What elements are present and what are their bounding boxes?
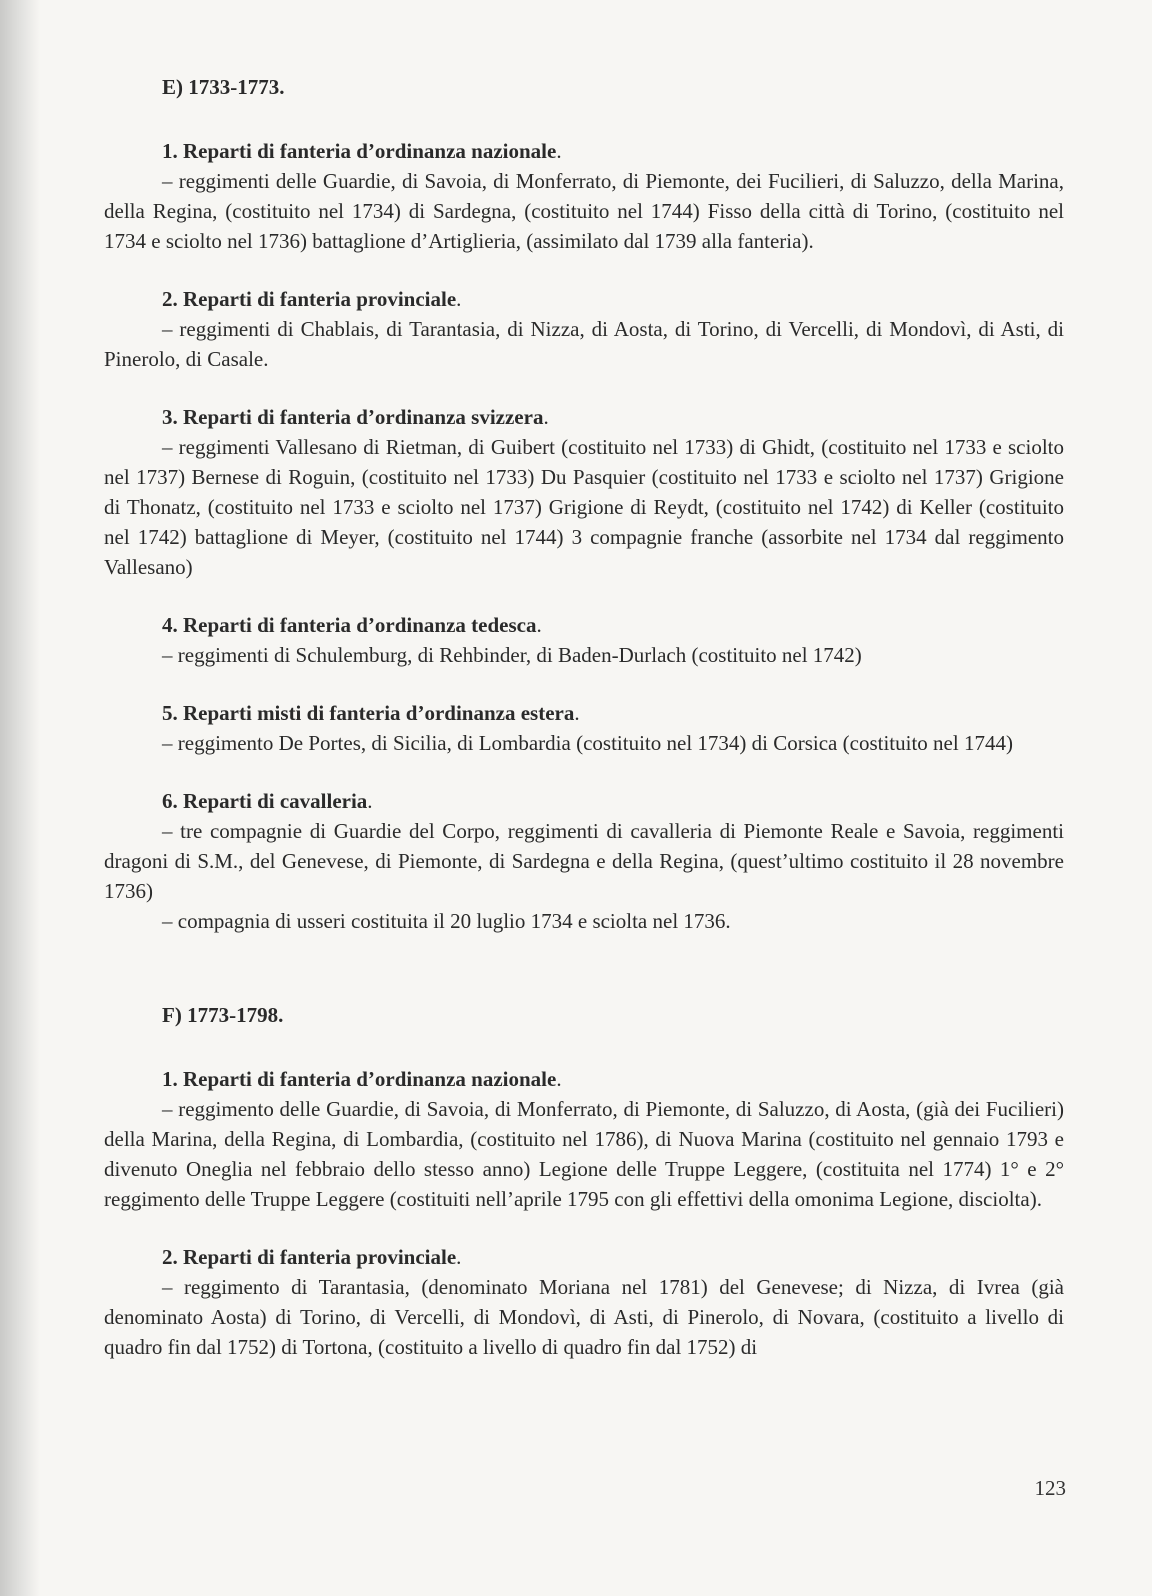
subsection [104,698,1064,758]
paragraph: – reggimento di Tarantasia, (denominato Moriana nel 1781) del Genevese; di Nizza, di Ivrea (già denominato Aosta) di Torino, di Vercelli, di Mondovì, di Asti, di Pinerolo, di Novara, (costituito a livello di quadro fin dal 1752) di Tortona, (costituito a livello di quadro fin dal 1752) di [104,1275,1064,1359]
subsection [104,610,1064,670]
subsection-heading: 1. Reparti di fanteria d’ordinanza nazionale. [162,1067,562,1091]
paragraph: – reggimento delle Guardie, di Savoia, di Monferrato, di Piemonte, di Saluzzo, di Aosta, (già dei Fucilieri) della Marina, della Regina, di Lombardia, (costituito nel 1786), di Nuova Marina (costituito nel gennaio 1793 e divenuto Oneglia nel febbraio dello stesso anno) Legione delle Truppe Leggere, (costituita nel 1774) 1° e 2° reggimento delle Truppe Leggere (costituiti nell’aprile 1795 con gli effettivi della omonima Legione, disciolta). [104,1097,1064,1211]
paragraph: – reggimenti delle Guardie, di Savoia, di Monferrato, di Piemonte, dei Fucilieri, di Saluzzo, della Marina, della Regina, (costituito nel 1734) di Sardegna, (costituito nel 1744) Fisso della città di Torino, (costituito nel 1734 e sciolto nel 1736) battaglione d’Artiglieria, (assimilato dal 1739 alla fanteria). [104,169,1064,253]
subsection-heading: 2. Reparti di fanteria provinciale. [162,287,462,311]
subsection-heading: 1. Reparti di fanteria d’ordinanza nazionale. [162,139,562,163]
paragraph: – tre compagnie di Guardie del Corpo, reggimenti di cavalleria di Piemonte Reale e Savoia, reggimenti dragoni di S.M., del Genevese, di Piemonte, di Sardegna e della Regina, (quest’ultimo costituito il 28 novembre 1736) [104,819,1064,903]
subsection-heading: 4. Reparti di fanteria d’ordinanza tedesca. [162,613,542,637]
subsection [104,1064,1064,1214]
page-body [104,72,1064,1390]
subsection [104,402,1064,582]
binding-shadow [0,0,40,1596]
paragraph: – reggimenti di Schulemburg, di Rehbinder, di Baden-Durlach (costituito nel 1742) [162,643,862,667]
subsection [104,1242,1064,1362]
subsection [104,284,1064,374]
section-e [104,72,1064,936]
paragraph: – reggimento De Portes, di Sicilia, di Lombardia (costituito nel 1734) di Corsica (costituito nel 1744) [162,731,1013,755]
paragraph: – compagnia di usseri costituita il 20 luglio 1734 e sciolta nel 1736. [162,909,731,933]
section-heading: E) 1733-1773. [162,75,285,99]
subsection-heading: 6. Reparti di cavalleria. [162,789,373,813]
subsection-heading: 3. Reparti di fanteria d’ordinanza svizzera. [162,405,549,429]
paragraph: – reggimenti di Chablais, di Tarantasia, di Nizza, di Aosta, di Torino, di Vercelli, di Mondovì, di Asti, di Pinerolo, di Casale. [104,317,1064,371]
paragraph: – reggimenti Vallesano di Rietman, di Guibert (costituito nel 1733) di Ghidt, (costituito nel 1733 e sciolto nel 1737) Bernese di Roguin, (costituito nel 1733) Du Pasquier (costituito nel 1733 e sciolto nel 1737) Grigione di Thonatz, (costituito nel 1733 e sciolto nel 1737) Grigione di Reydt, (costituito nel 1742) di Keller (costituito nel 1742) battaglione di Meyer, (costituito nel 1744) 3 compagnie franche (assorbite nel 1734 dal reggimento Vallesano) [104,435,1064,579]
section-heading: F) 1773-1798. [162,1003,284,1027]
subsection [104,136,1064,256]
subsection-heading: 5. Reparti misti di fanteria d’ordinanza estera. [162,701,580,725]
page-number: 123 [1034,1476,1066,1500]
subsection [104,786,1064,936]
section-f [104,1000,1064,1362]
subsection-heading: 2. Reparti di fanteria provinciale. [162,1245,462,1269]
